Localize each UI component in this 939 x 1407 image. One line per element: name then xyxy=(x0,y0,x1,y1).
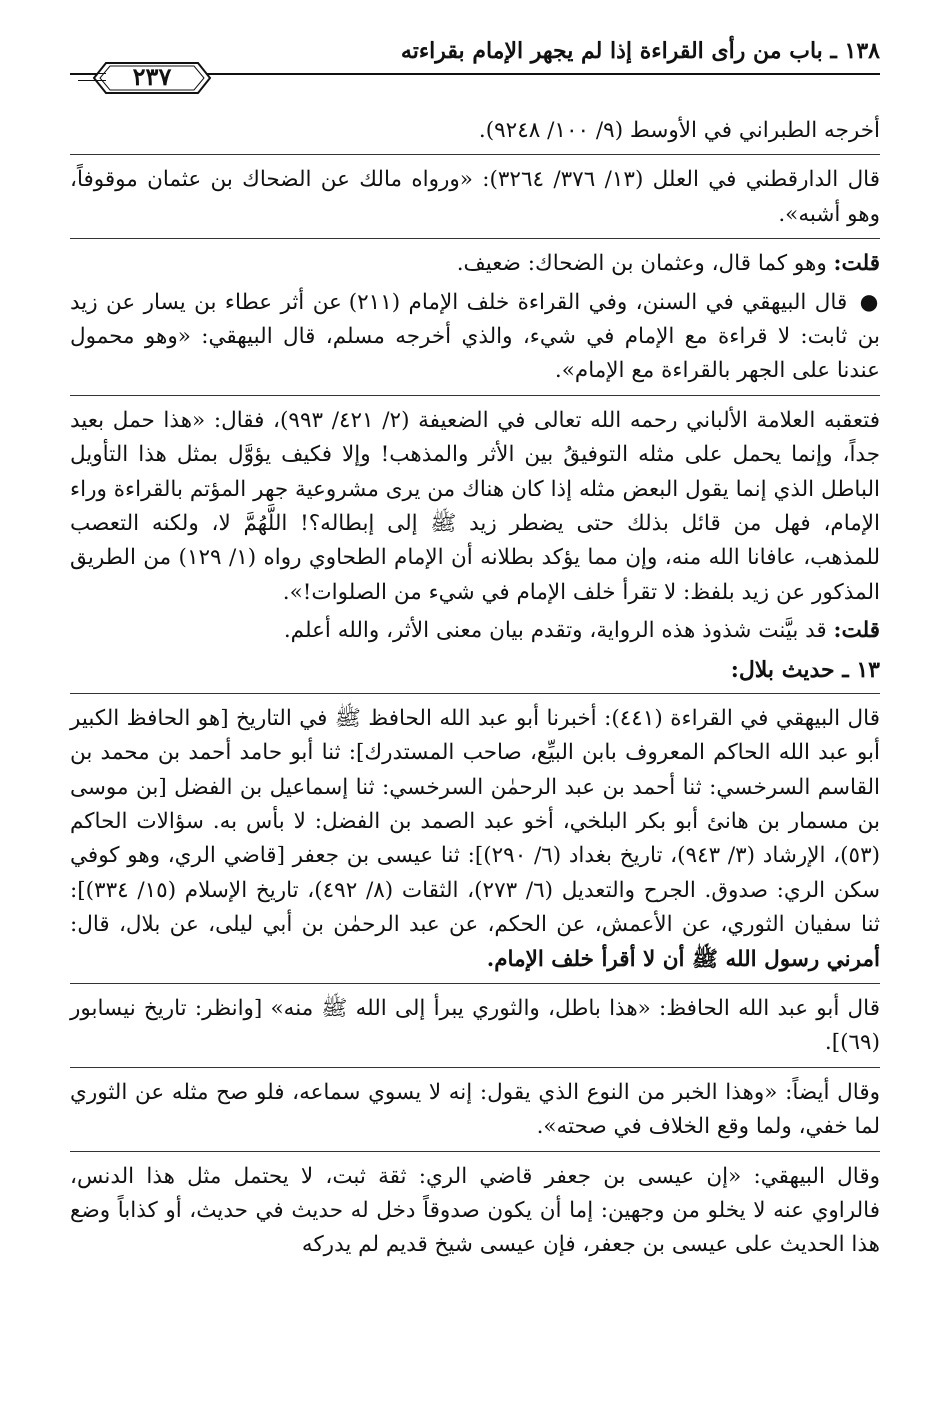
page-header xyxy=(70,38,880,98)
paragraph xyxy=(70,286,880,389)
divider xyxy=(70,395,880,396)
divider xyxy=(70,1067,880,1068)
paragraph-text: وقال البيهقي: «إن عيسى بن جعفر قاضي الري: ثقة ثبت، لا يحتمل مثل هذا الدنس، فالراوي عنه لا يخلو من وجهين: إما أن يكون صدوقاً دخل له حديث في حديث، أو كذاباً وضع هذا الحديث على عيسى بن جعفر، فإن عيسى شيخ قديم لم يدركه xyxy=(70,1163,881,1258)
paragraph-lead: قلت: xyxy=(833,251,880,277)
divider xyxy=(70,983,880,984)
badge-lines xyxy=(78,73,106,81)
paragraph xyxy=(70,163,880,232)
page-body xyxy=(70,114,880,1267)
paragraph xyxy=(70,114,880,148)
divider xyxy=(70,154,880,155)
paragraph-text: وهو كما قال، وعثمان بن الضحاك: ضعيف. xyxy=(456,251,834,277)
paragraph-text: قال أبو عبد الله الحافظ: «هذا باطل، والثوري يبرأ إلى الله ﷺ منه» [وانظر: تاريخ نيسابور (٦٩)]. xyxy=(70,995,880,1056)
paragraph-text: أخرجه الطبراني في الأوسط (٩/ ١٠٠/ ٩٢٤٨). xyxy=(478,118,880,143)
paragraph-text: قد بيَّنت شذوذ هذه الرواية، وتقدم بيان معنى الأثر، والله أعلم. xyxy=(283,618,834,644)
paragraph-lead: قلت: xyxy=(833,618,880,644)
paragraph-bold-text: أمرني رسول الله ﷺ أن لا أقرأ خلف الإمام. xyxy=(486,946,880,972)
page-number: ٢٣٧ xyxy=(132,62,172,91)
paragraph-text: قال الدارقطني في العلل (١٣/ ٣٧٦/ ٣٢٦٤): «ورواه مالك عن الضحاك بن عثمان موقوفاً، وهو أشبه». xyxy=(70,167,881,227)
paragraph xyxy=(70,702,880,977)
divider xyxy=(70,1151,880,1152)
paragraph-text: قال البيهقي في القراءة (٤٤١): أخبرنا أبو عبد الله الحافظ ﷺ في التاريخ [هو الحافظ الكبير أبو عبد الله الحاكم المعروف بابن البيِّع، صاحب المستدرك]: ثنا أبو حامد أحمد بن محمد بن القاسم السرخسي: ثنا أحمد بن عبد الرحمٰن السرخسي: ثنا إسماعيل بن الفضل [بن موسى بن مسمار بن هانئ أبو بكر البلخي، أخو عبد الصمد بن الفضل: لا بأس به. سؤالات الحاكم (٥٣)، الإرشاد (٣/ ٩٤٣)، تاريخ بغداد (٦/ ٢٩٠)]: ثنا عيسى بن جعفر [قاضي الري، وهو كوفي سكن الري: صدوق. الجرح والتعديل (٦/ ٢٧٣)، الثقات (٨/ ٤٩٢)، تاريخ الإسلام (١٥/ ٣٣٤)]: ثنا سفيان الثوري، عن الأعمش، عن الحكم، عن عبد الرحمٰن بن أبي ليلى، عن بلال، قال: xyxy=(70,705,881,938)
paragraph xyxy=(70,1076,880,1145)
paragraph xyxy=(70,992,880,1061)
paragraph-text: وقال أيضاً: «وهذا الخبر من النوع الذي يقول: إنه لا يسوي سماعه، فلو صح مثله عن الثوري لما خفي، ولما وقع الخلاف في صحته». xyxy=(70,1079,880,1140)
paragraph-text: قال البيهقي في السنن، وفي القراءة خلف الإمام (٢١١) عن أثر عطاء بن يسار عن زيد بن ثابت: لا قراءة مع الإمام في شيء، والذي أخرجه مسلم، قال البيهقي: «وهو محمول عندنا على الجهر بالقراءة مع الإمام». xyxy=(70,289,880,384)
paragraph xyxy=(70,1160,880,1263)
paragraph xyxy=(70,247,880,281)
section-heading: ١٣ ـ حديث بلال: xyxy=(730,656,880,683)
running-title: ١٣٨ ـ باب من رأى القراءة إذا لم يجهر الإمام بقراءته xyxy=(400,38,880,64)
bullet-icon: ● xyxy=(859,289,880,315)
paragraph xyxy=(70,404,880,610)
divider xyxy=(70,693,880,694)
page-number-badge xyxy=(92,60,212,96)
paragraph-text: فتعقبه العلامة الألباني رحمه الله تعالى في الضعيفة (٢/ ٤٢١/ ٩٩٣)، فقال: «هذا حمل بعيد جداً، وإنما يحمل على مثله التوفيقُ بين الأثر والمذهب! وإلا فكيف يؤوَّل بمثل هذا التأويل الباطل الذي إنما يقول البعض مثله إذا كان هناك من يرى مشروعية جهر المؤتم بالقراءة وراء الإمام، فهل من قائل بذلك حتى يضطر زيد ﷺ إلى إبطاله؟! اللَّهُمَّ لا، ولكنه التعصب للمذهب، عافانا الله منه، وإن مما يؤكد بطلانه أن الإمام الطحاوي رواه (١/ ١٢٩) من الطريق المذكور عن زيد بلفظ: لا تقرأ خلف الإمام في شيء من الصلوات!». xyxy=(70,407,881,605)
divider xyxy=(70,238,880,239)
paragraph xyxy=(70,614,880,648)
